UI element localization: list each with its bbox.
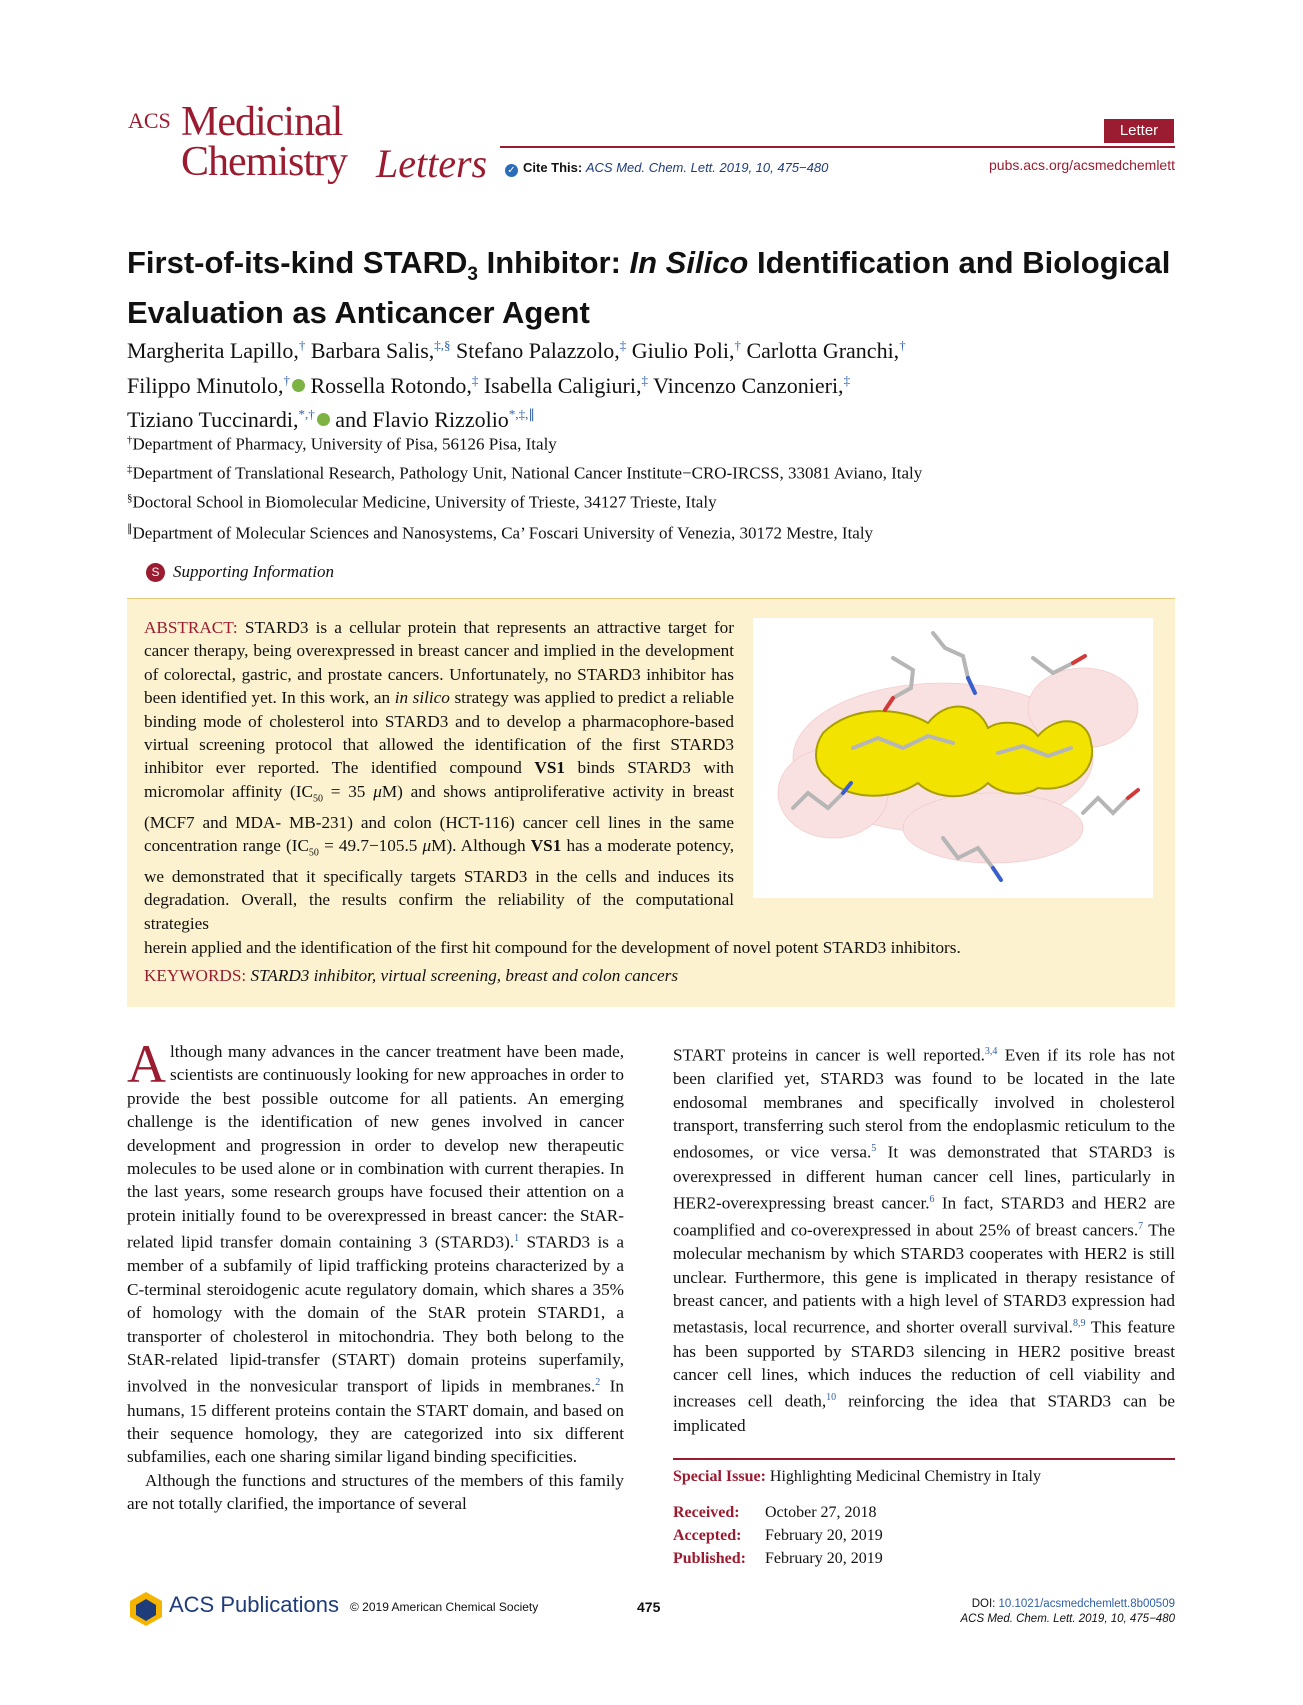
acs-hexagon-icon [127, 1590, 165, 1628]
reference-link[interactable]: 8,9 [1072, 1318, 1086, 1330]
orcid-icon[interactable] [317, 413, 330, 426]
reference-link[interactable]: 2 [595, 1377, 601, 1389]
author[interactable]: Rossella Rotondo,‡ [310, 372, 479, 398]
reference-link[interactable]: 6 [929, 1193, 935, 1205]
accepted-date: Accepted: February 20, 2019 [673, 1527, 883, 1544]
author[interactable]: Filippo Minutolo,† [127, 373, 305, 398]
journal-logo-medicinal: Medicinal [181, 99, 343, 145]
abstract-text: ABSTRACT: STARD3 is a cellular protein that represents an attractive target for cancer therapy, being overexpressed in breast cancer and implied in the development of colorectal, gastric, and prostate cancers. Unfortunately, no STARD3 inhibitor has been identified yet. In this work, an in silico strategy was applied to predict a reliable binding mode of cholesterol into STARD3 and to develop a pharmacophore-based virtual screening protocol that allowed the identification of the first STARD3 inhibitor ever reported. The identified compound VS1 binds STARD3 with micromolar affinity ($IC_{50} = 35$ μM) and shows antiproliferative activity in breast (MCF7 and MDA- MB-231) and colon (HCT-116) cancer cell lines in the same concentration range ($IC_{50} = 49.7-105.5$ μM). Although VS1 has a moderate potency, we demonstrated that it specifically targets STARD3 in the cells and induces its degradation. Overall, the results confirm the reliability of the computational strategies [144, 618, 734, 933]
special-issue-rule [673, 1458, 1175, 1460]
reference-link[interactable]: 3,4 [984, 1046, 998, 1057]
article-title: First-of-its-kind $STARD_3$ Inhibitor: In Silico Identification and Biological Evaluation as Anticancer Agent [127, 245, 1171, 331]
header-rule [500, 146, 1175, 148]
special-issue: Special Issue: Highlighting Medicinal Chemistry in Italy [673, 1468, 1041, 1485]
check-circle-icon: ✓ [505, 164, 518, 177]
abstract-text-tail: herein applied and the identification of the first hit compound for the development of novel potent STARD3 inhibitors. [144, 938, 961, 957]
page-number: 475 [637, 1599, 661, 1615]
journal-logo-chemistry: Chemistry [181, 139, 347, 185]
reference-link[interactable]: 1 [514, 1233, 520, 1245]
reference-link[interactable]: 5 [871, 1143, 877, 1155]
journal-url-link[interactable]: pubs.acs.org/acsmedchemlett [989, 157, 1175, 173]
author[interactable]: Barbara Salis,‡,§ [310, 338, 451, 364]
supporting-info-icon: S [146, 563, 165, 582]
orcid-icon[interactable] [292, 379, 305, 392]
author[interactable]: Isabella Caligiuri,‡ [483, 372, 648, 398]
doi-link[interactable]: 10.1021/acsmedchemlett.8b00509 [998, 1598, 1175, 1610]
drop-cap: A [127, 1034, 166, 1094]
paragraph: START proteins in cancer is well reported.$^{3,4}$ Even if its role has not been clarified yet, STARD3 was found to be located in the late endosomal membranes and specifically involved in cholesterol transport, transferring such sterol from the endoplasmic reticulum to the endosomes, or vice versa.$^5$ It was demonstrated that STARD3 is overexpressed in different human cancer cell lines, particularly in HER2-overexpressing breast cancer.$^6$ In fact, STARD3 and HER2 are coamplified and co-overexpressed in about 25% of breast cancers.$^7$ The molecular mechanism by which STARD3 cooperates with HER2 is still unclear. Furthermore, this gene is implicated in therapy resistance of breast cancer, and patients with a high level of STARD3 expression had metastasis, local recurrence, and shorter overall survival.$^{8,9}$ This feature has been supported by STARD3 silencing in HER2 positive breast cancer cell lines, which induces the reduction of cell viability and increases cell death,$^{10}$ reinforcing the idea that STARD3 can be implicated [673, 1045, 1176, 1435]
affiliation: ∥Department of Molecular Sciences and Nanosystems, Ca’ Foscari University of Venezia, 30172 Mestre, Italy [127, 523, 874, 543]
author[interactable]: Giulio Poli,† [631, 338, 741, 364]
cite-label: Cite This: [523, 160, 583, 175]
body-right-column [673, 1040, 1175, 1437]
body-left-column [127, 1034, 625, 1516]
journal-logo-acs: ACS [128, 108, 171, 133]
footer-citation: ACS Med. Chem. Lett. 2019, 10, 475−480 [960, 1613, 1175, 1625]
affiliation: †Department of Pharmacy, University of Pisa, 56126 Pisa, Italy [127, 434, 557, 454]
protein-ligand-illustration [753, 618, 1153, 898]
published-date: Published: February 20, 2019 [673, 1550, 883, 1567]
paragraph: Although many advances in the cancer treatment have been made, scientists are continuously looking for new approaches in order to provide the best possible outcome for all patients. An emerging challenge is the identification of new genes involved in cancer development and progression in order to develop new therapeutic molecules to be used alone or in combination with current therapies. In the last years, some research groups have focused their attention on a protein initially found to be overexpressed in breast cancer: the StAR-related lipid transfer domain containing 3 (STARD3).$^1$ STARD3 is a member of a subfamily of lipid trafficking proteins characterized by a C-terminal steroidogenic acute regulatory domain, which shares a 35% of homology with the domain of the StAR protein STARD1, a transporter of cholesterol in mitochondria. They both belong to the StAR-related lipid-transfer (START) domain proteins superfamily, involved in the nonvesicular transport of lipids in membranes.$^2$ In humans, 15 different proteins contain the START domain, and based on their sequence homology, they are categorized into six different subfamilies, each one sharing similar ligand binding specificities. [127, 1034, 625, 1467]
article-type-badge: Letter [1104, 119, 1174, 143]
journal-logo-letters: Letters [376, 141, 488, 186]
toc-graphic [753, 618, 1153, 898]
reference-link[interactable]: 10 [826, 1392, 837, 1404]
affiliation: §Doctoral School in Biomolecular Medicine, University of Trieste, 34127 Trieste, Italy [127, 492, 717, 512]
author[interactable]: Tiziano Tuccinardi,*,† [127, 407, 330, 432]
author[interactable]: Vincenzo Canzonieri,‡ [653, 372, 851, 398]
cite-this[interactable] [505, 160, 828, 177]
author[interactable]: Margherita Lapillo,† [127, 338, 306, 364]
cite-text[interactable]: ACS Med. Chem. Lett. 2019, 10, 475−480 [585, 160, 829, 175]
author[interactable]: Carlotta Granchi,† [746, 338, 906, 364]
doi-block: DOI: 10.1021/acsmedchemlett.8b00509 ACS Med. Chem. Lett. 2019, 10, 475−480 [960, 1598, 1175, 1625]
author-list [127, 331, 1187, 434]
keywords: KEYWORDS: STARD3 inhibitor, virtual screening, breast and colon cancers [144, 966, 679, 985]
received-date: Received: October 27, 2018 [673, 1504, 877, 1521]
affiliation: ‡Department of Translational Research, Pathology Unit, National Cancer Institute−CRO-IRCSS, 33081 Aviano, Italy [127, 463, 923, 483]
supporting-information-link[interactable]: S Supporting Information [146, 562, 334, 582]
paragraph: Although the functions and structures of the members of this family are not totally clarified, the importance of several [127, 1470, 624, 1514]
author[interactable]: and Flavio Rizzolio*,‡,∥ [335, 406, 535, 432]
reference-link[interactable]: 7 [1138, 1221, 1144, 1233]
author[interactable]: Stefano Palazzolo,‡ [456, 338, 627, 364]
copyright: © 2019 American Chemical Society [350, 1600, 539, 1614]
